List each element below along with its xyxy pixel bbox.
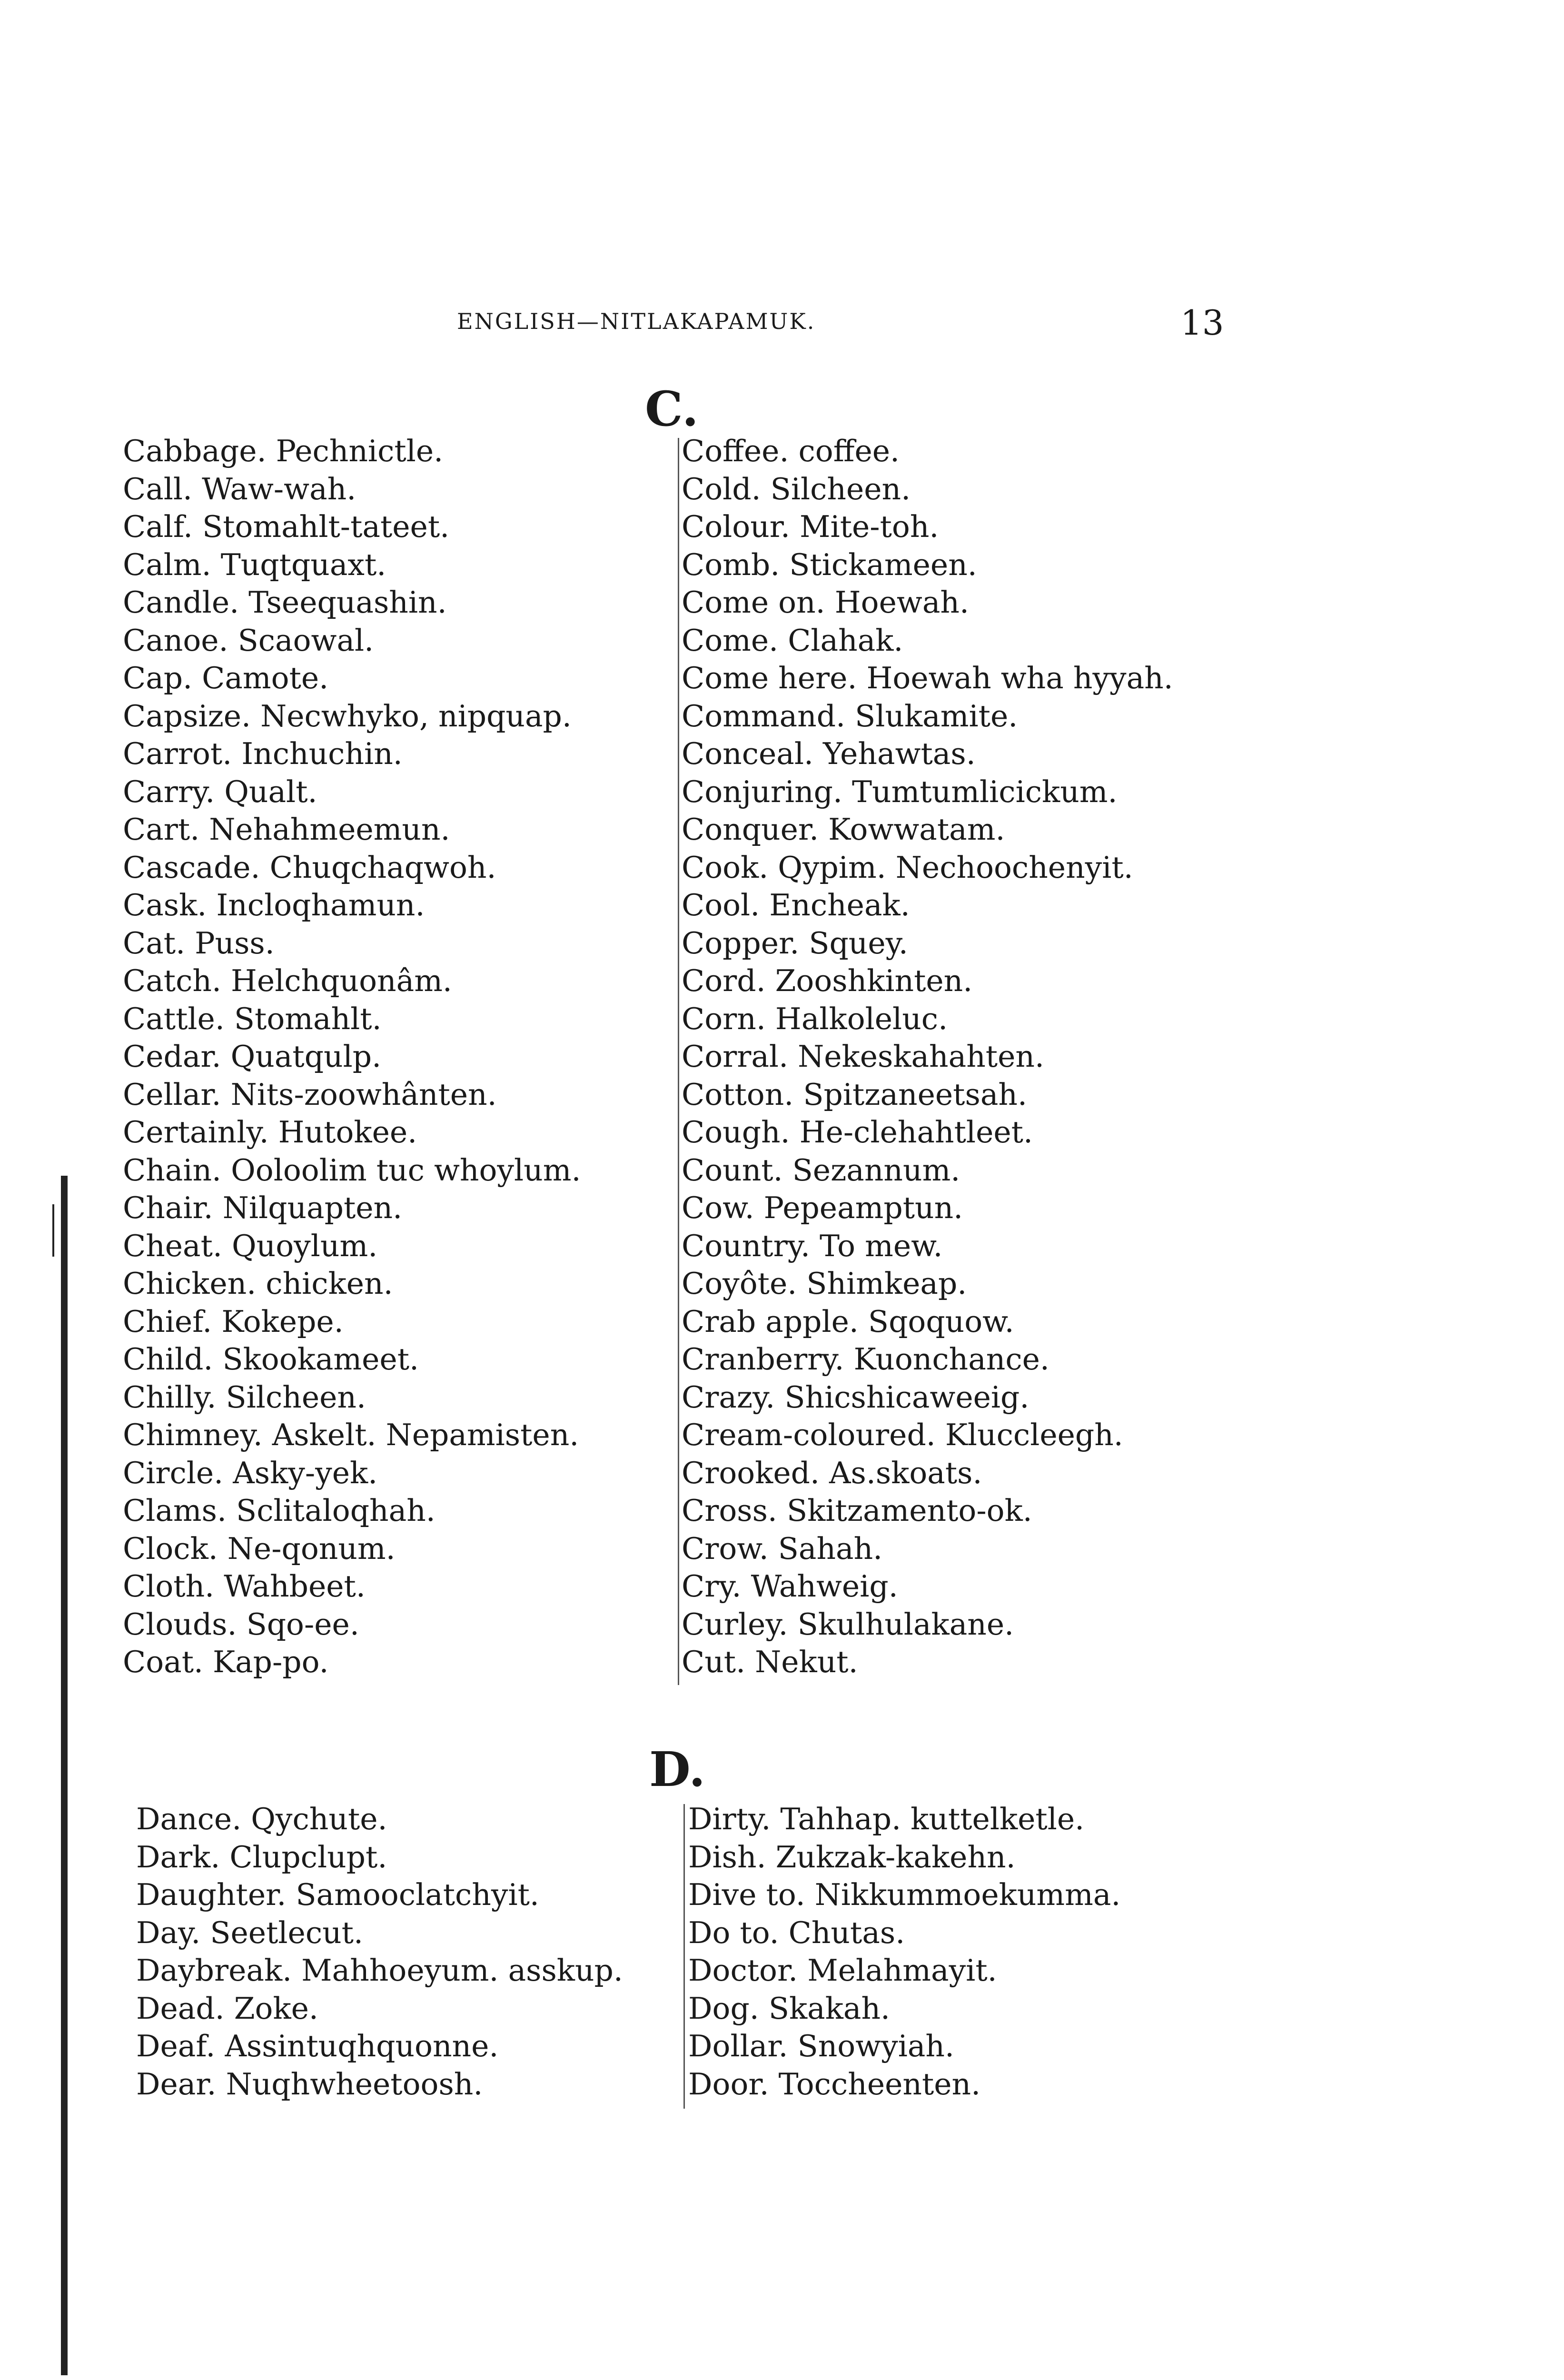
entry: Cross. Skitzamento-ok. bbox=[682, 1493, 1032, 1528]
entry: Crab apple. Sqoquow. bbox=[682, 1304, 1014, 1339]
section-d-right-column bbox=[688, 1800, 1120, 2103]
entry: Coat. Kap-po. bbox=[123, 1645, 329, 1679]
entry: Carry. Qualt. bbox=[123, 774, 317, 809]
entry: Cold. Silcheen. bbox=[682, 471, 911, 506]
page-number: 13 bbox=[1180, 303, 1224, 343]
entry: Cart. Nehahmeemun. bbox=[123, 812, 450, 847]
entry: Certainly. Hutokee. bbox=[123, 1115, 417, 1150]
entry: Copper. Squey. bbox=[682, 925, 908, 961]
entry: Catch. Helchquonâm. bbox=[123, 963, 452, 998]
entry: Cotton. Spitzaneetsah. bbox=[682, 1077, 1027, 1112]
entry: Cough. He-clehahtleet. bbox=[682, 1115, 1033, 1150]
entry: Chain. Ooloolim tuc whoylum. bbox=[123, 1152, 581, 1188]
section-letter-d: D. bbox=[649, 1741, 705, 1797]
entry: Dear. Nuqhwheetoosh. bbox=[136, 2066, 483, 2102]
entry: Child. Skookameet. bbox=[123, 1342, 419, 1377]
entry: Dirty. Tahhap. kuttelketle. bbox=[688, 1802, 1085, 1836]
entry: Crazy. Shicshicaweeig. bbox=[682, 1379, 1029, 1415]
entry: Dive to. Nikkummoekumma. bbox=[688, 1877, 1121, 1912]
entry: Circle. Asky-yek. bbox=[123, 1455, 378, 1490]
entry: Come here. Hoewah wha hyyah. bbox=[682, 661, 1173, 695]
entry: Cheat. Quoylum. bbox=[123, 1228, 378, 1263]
entry: Chimney. Askelt. Nepamisten. bbox=[123, 1418, 579, 1452]
entry: Dollar. Snowyiah. bbox=[688, 2029, 955, 2063]
entry: Chicken. chicken. bbox=[123, 1266, 393, 1301]
entry: Doctor. Melahmayit. bbox=[688, 1953, 997, 1988]
entry: Daybreak. Mahhoeyum. asskup. bbox=[136, 1953, 623, 1988]
entry: Cook. Qypim. Nechoochenyit. bbox=[682, 850, 1133, 885]
column-rule bbox=[678, 438, 679, 1685]
section-c-right-column bbox=[682, 432, 1173, 1681]
entry: Comb. Stickameen. bbox=[682, 547, 977, 582]
entry: Crow. Sahah. bbox=[682, 1531, 883, 1566]
entry: Cow. Pepeamptun. bbox=[682, 1190, 963, 1225]
entry: Day. Seetlecut. bbox=[136, 1915, 364, 1950]
entry: Clock. Ne-qonum. bbox=[123, 1531, 396, 1566]
entry: Dark. Clupclupt. bbox=[136, 1839, 387, 1874]
entry: Calm. Tuqtquaxt. bbox=[123, 547, 386, 582]
binding-edge-mark bbox=[61, 1176, 68, 2375]
entry: Cask. Incloqhamun. bbox=[123, 888, 425, 922]
entry: Canoe. Scaowal. bbox=[123, 623, 374, 658]
entry: Dish. Zukzak-kakehn. bbox=[688, 1839, 1016, 1874]
entry: Come. Clahak. bbox=[682, 623, 903, 658]
entry: Come on. Hoewah. bbox=[682, 585, 969, 620]
entry: Chair. Nilquapten. bbox=[123, 1190, 403, 1225]
entry: Cascade. Chuqchaqwoh. bbox=[123, 850, 496, 885]
entry: Coffee. coffee. bbox=[682, 434, 900, 468]
entry: Curley. Skulhulakane. bbox=[682, 1606, 1014, 1642]
entry: Clams. Sclitaloqhah. bbox=[123, 1493, 436, 1528]
entry: Call. Waw-wah. bbox=[123, 471, 356, 506]
entry: Cabbage. Pechnictle. bbox=[123, 434, 444, 468]
entry: Coyôte. Shimkeap. bbox=[682, 1266, 967, 1301]
entry: Command. Slukamite. bbox=[682, 698, 1018, 734]
entry: Colour. Mite-toh. bbox=[682, 509, 939, 544]
binding-edge-mark bbox=[52, 1204, 54, 1257]
entry: Clouds. Sqo-ee. bbox=[123, 1606, 359, 1642]
entry: Count. Sezannum. bbox=[682, 1152, 960, 1188]
entry: Daughter. Samooclatchyit. bbox=[136, 1877, 539, 1912]
entry: Dead. Zoke. bbox=[136, 1991, 318, 2026]
section-c-left-column bbox=[123, 432, 581, 1681]
running-head: ENGLISH—NITLAKAPAMUK. bbox=[457, 308, 816, 334]
entry: Cap. Camote. bbox=[123, 661, 329, 695]
entry: Door. Toccheenten. bbox=[688, 2066, 981, 2102]
section-d-left-column bbox=[136, 1800, 623, 2103]
entry: Cord. Zooshkinten. bbox=[682, 963, 973, 998]
entry: Do to. Chutas. bbox=[688, 1915, 905, 1950]
entry: Conjuring. Tumtumlicickum. bbox=[682, 774, 1118, 809]
entry: Candle. Tseequashin. bbox=[123, 585, 447, 620]
entry: Chilly. Silcheen. bbox=[123, 1379, 366, 1415]
entry: Dance. Qychute. bbox=[136, 1802, 387, 1836]
entry: Cut. Nekut. bbox=[682, 1645, 858, 1679]
entry: Calf. Stomahlt-tateet. bbox=[123, 509, 450, 544]
entry: Cranberry. Kuonchance. bbox=[682, 1342, 1049, 1377]
entry: Cedar. Quatqulp. bbox=[123, 1039, 382, 1074]
entry: Corral. Nekeskahahten. bbox=[682, 1039, 1044, 1074]
entry: Conceal. Yehawtas. bbox=[682, 736, 976, 771]
section-letter-c: C. bbox=[645, 381, 699, 437]
entry: Cloth. Wahbeet. bbox=[123, 1569, 366, 1604]
entry: Crooked. As.skoats. bbox=[682, 1455, 982, 1490]
entry: Carrot. Inchuchin. bbox=[123, 736, 403, 771]
entry: Cellar. Nits-zoowhânten. bbox=[123, 1077, 497, 1112]
entry: Deaf. Assintuqhquonne. bbox=[136, 2029, 499, 2063]
entry: Capsize. Necwhyko, nipquap. bbox=[123, 698, 572, 734]
entry: Conquer. Kowwatam. bbox=[682, 812, 1005, 847]
entry: Cream-coloured. Kluccleegh. bbox=[682, 1418, 1123, 1452]
entry: Chief. Kokepe. bbox=[123, 1304, 344, 1339]
entry: Cry. Wahweig. bbox=[682, 1569, 898, 1604]
entry: Dog. Skakah. bbox=[688, 1991, 891, 2026]
entry: Corn. Halkoleluc. bbox=[682, 1001, 948, 1036]
entry: Cool. Encheak. bbox=[682, 888, 910, 922]
entry: Cat. Puss. bbox=[123, 925, 275, 961]
column-rule bbox=[683, 1804, 685, 2109]
entry: Country. To mew. bbox=[682, 1228, 943, 1263]
entry: Cattle. Stomahlt. bbox=[123, 1001, 382, 1036]
